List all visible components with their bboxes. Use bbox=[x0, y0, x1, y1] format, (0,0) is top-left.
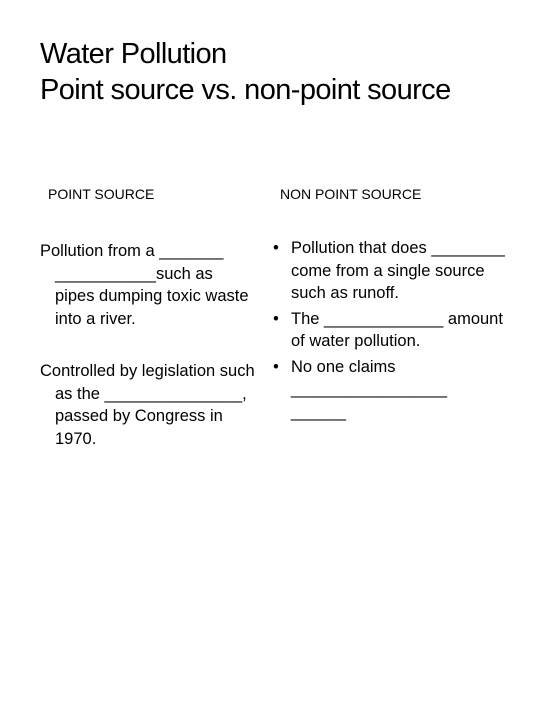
bullet-text: The _____________ amount of water pollution. bbox=[291, 309, 503, 350]
point-source-heading: POINT SOURCE bbox=[48, 186, 155, 202]
list-item bbox=[273, 237, 505, 305]
bullet-text: No one claims _________________ ______ bbox=[291, 357, 448, 421]
point-source-definition: Pollution from a _______ ___________such as pipes dumping toxic waste into a river. bbox=[40, 242, 249, 328]
list-item bbox=[273, 356, 505, 424]
point-source-legislation: Controlled by legislation such as the _______________, passed by Congress in 1970. bbox=[40, 362, 255, 448]
list-item bbox=[273, 308, 505, 353]
title-line-1: Water Pollution bbox=[40, 38, 227, 70]
non-point-source-heading: NON POINT SOURCE bbox=[280, 186, 422, 202]
bullet-text: Pollution that does ________ come from a single source such as runoff. bbox=[291, 239, 505, 302]
title-line-2: Point source vs. non-point source bbox=[40, 74, 451, 106]
point-source-column bbox=[40, 240, 255, 450]
non-point-source-list bbox=[273, 237, 505, 426]
slide-title bbox=[40, 36, 520, 108]
bullet-icon: • bbox=[273, 239, 279, 257]
bullet-icon: • bbox=[273, 309, 279, 328]
bullet-icon: • bbox=[273, 357, 279, 376]
